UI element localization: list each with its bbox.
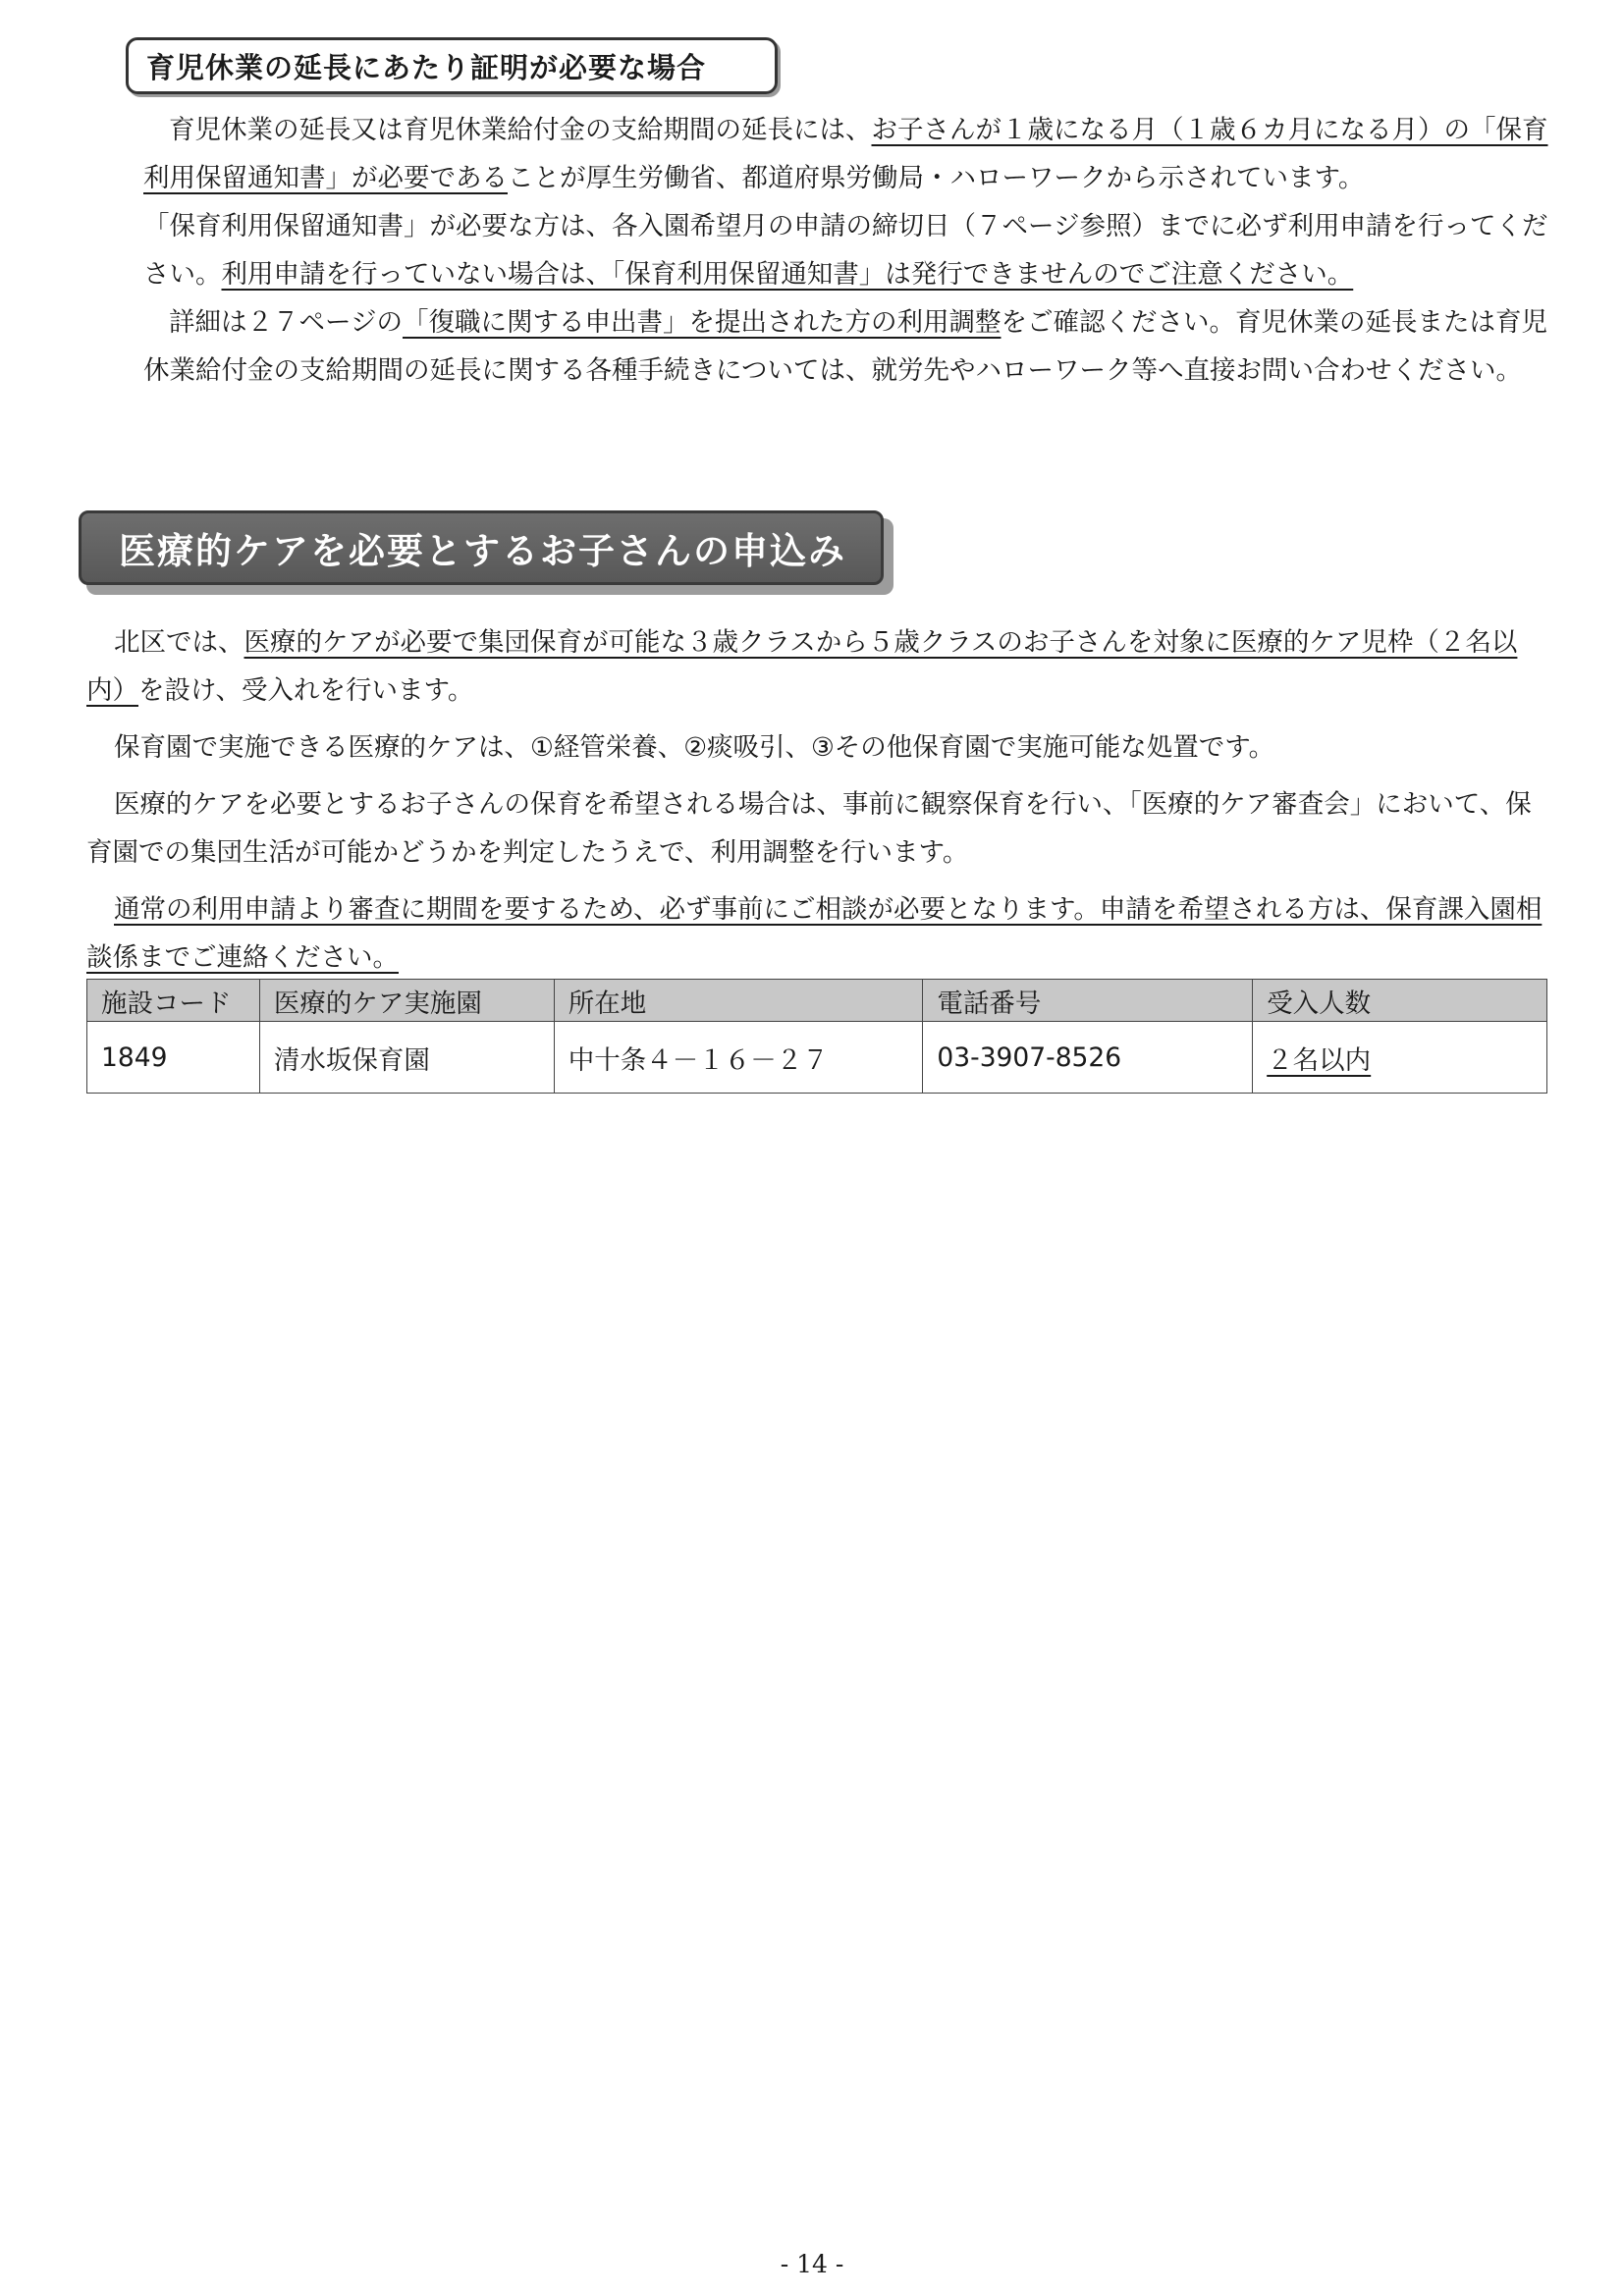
paragraph [86,723,1553,772]
col-facility-code: 施設コード [87,980,260,1022]
text-segment: 医療的ケアを必要とするお子さんの保育を希望される場合は、事前に観察保育を行い、「医療的ケア審査会」において、保育園での集団生活が可能かどうかを判定したうえで、利用調整を行います。 [86,789,1532,868]
section-childcare-leave-body [143,106,1557,395]
text-segment: 「保育利用保留通知書」が必要な方は、各入園希望月の申請の締切日（７ページ参照）までに必ず利用申請を行ってください。 [143,211,1548,290]
text-segment: を設け、受入れを行います。 [138,675,474,706]
underlined-text: お子さんが１歳になる月（１歳６カ月になる月）の「保育利用保留通知書」が必要である [143,115,1548,193]
paragraph [86,780,1553,877]
paragraph [86,885,1553,982]
col-phone: 電話番号 [923,980,1253,1022]
text-segment: をご確認ください。育児休業の延長または育児休業給付金の支給期間の延長に関する各種手続きについては、就労先やハローワーク等へ直接お問い合わせください。 [143,307,1547,386]
paragraph [143,298,1557,395]
cell-capacity [1253,1022,1547,1094]
section-medical-care-body [86,618,1553,990]
underlined-text: 利用申請を行っていない場合は、「保育利用保留通知書」は発行できませんのでご注意ください。 [221,259,1354,290]
paragraph [143,106,1557,202]
underlined-text: 医療的ケアが必要で集団保育が可能な３歳クラスから５歳クラスのお子さんを対象に医療的ケア児枠（２名以内） [86,627,1518,706]
underlined-text: 「復職に関する申出書」を提出された方の利用調整 [402,307,1001,338]
col-address: 所在地 [554,980,923,1022]
underlined-text: 通常の利用申請より審査に期間を要するため、必ず事前にご相談が必要となります。申請を希望される方は、保育課入園相談係までご連絡ください。 [86,894,1543,973]
paragraph [143,202,1557,298]
cell-facility-name: 清水坂保育園 [259,1022,554,1094]
col-capacity: 受入人数 [1253,980,1547,1022]
capacity-value: ２名以内 [1267,1044,1372,1076]
text-segment: 北区では、 [114,627,244,658]
facility-table [86,979,1547,1094]
text-segment: 詳細は２７ページの [169,307,403,338]
cell-facility-code: 1849 [87,1022,260,1094]
paragraph [86,618,1553,715]
text-segment: 保育園で実施できる医療的ケアは、①経管栄養、②痰吸引、③その他保育園で実施可能な処置です。 [114,732,1275,763]
text-segment: ことが厚生労働省、都道府県労働局・ハローワークから示されています。 [508,163,1365,193]
page-number: - 14 - [780,2250,844,2278]
table-row [87,1022,1547,1094]
section-banner-medical-care [79,510,893,595]
col-facility-name: 医療的ケア実施園 [259,980,554,1022]
text-segment: 育児休業の延長又は育児休業給付金の支給期間の延長には、 [169,115,872,145]
cell-address: 中十条４－１６－２７ [554,1022,923,1094]
table-header-row [87,980,1547,1022]
banner-title: 医療的ケアを必要とするお子さんの申込み [79,510,884,585]
section-heading-childcare-leave-extension: 育児休業の延長にあたり証明が必要な場合 [126,37,778,94]
cell-phone: 03-3907-8526 [923,1022,1253,1094]
